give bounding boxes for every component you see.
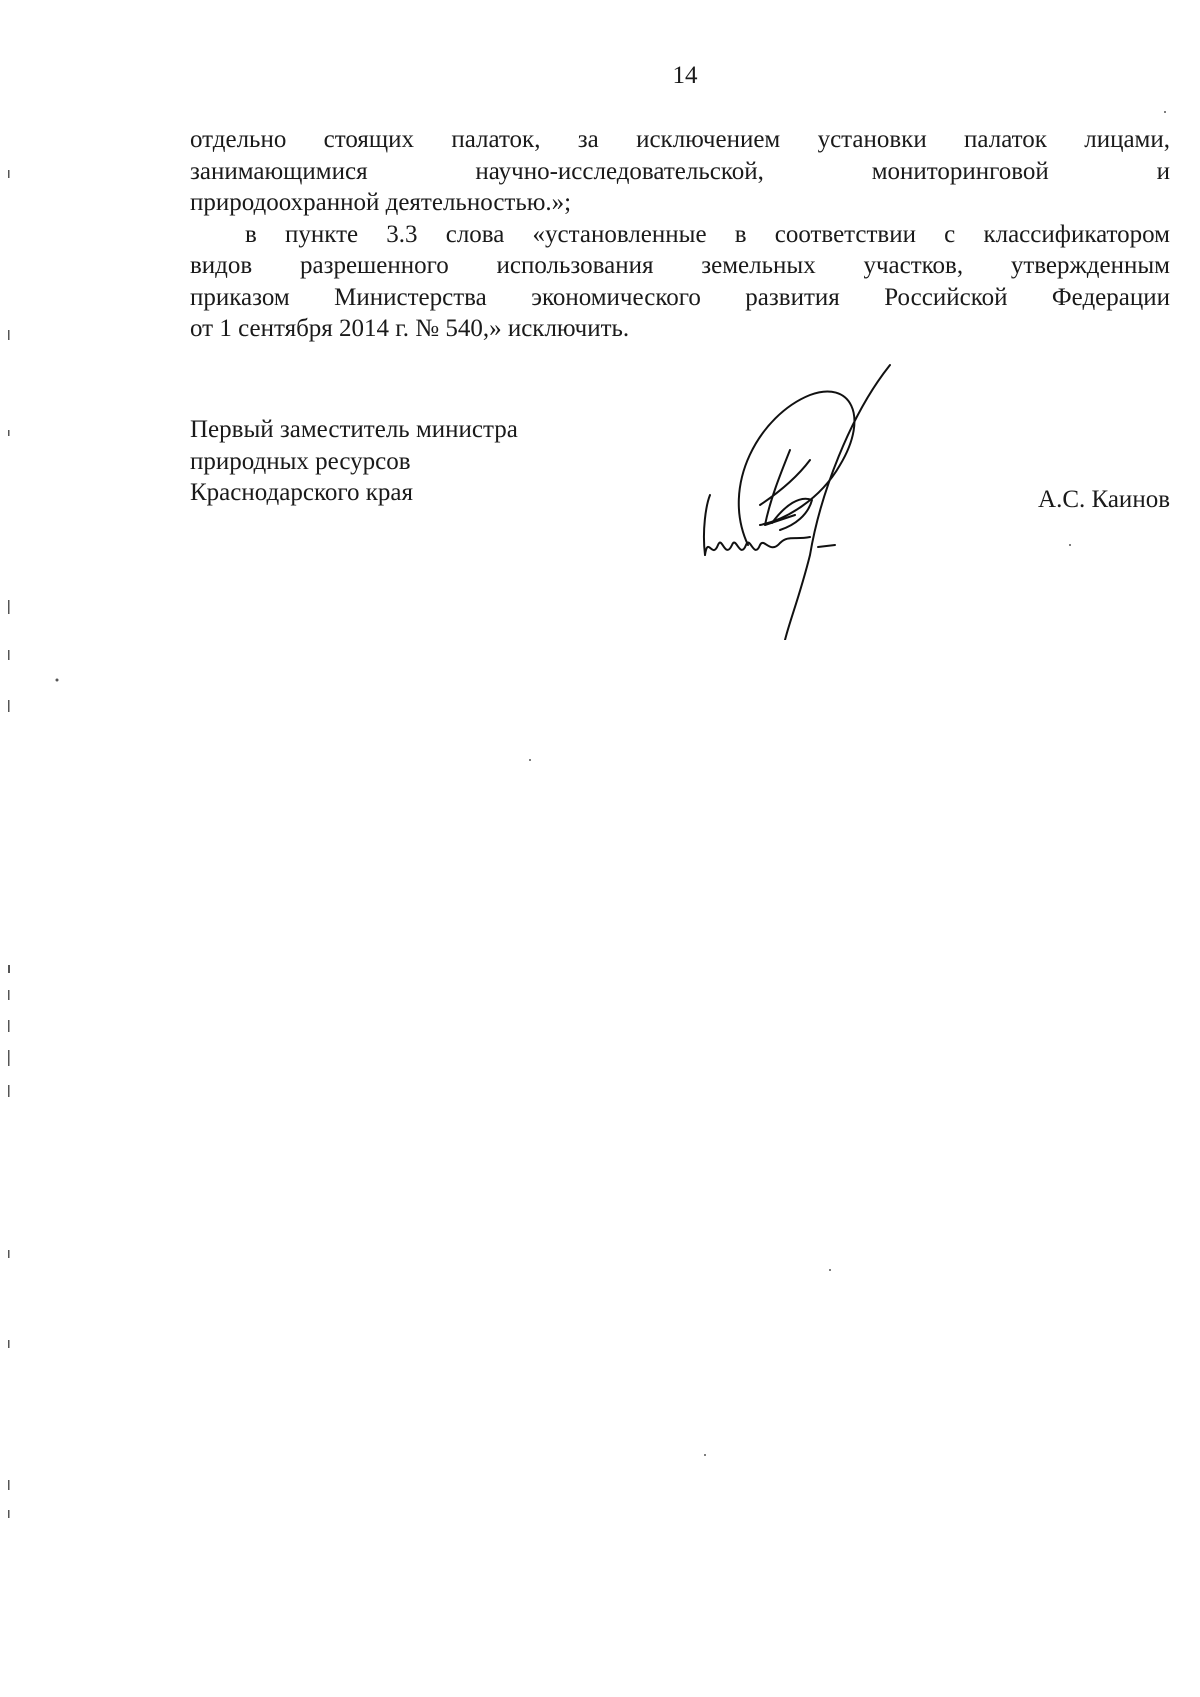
paragraph-1-line-1: отдельно стоящих палаток, за исключением установки палаток лицами,: [190, 126, 1170, 153]
document-body: [190, 124, 1170, 345]
signatory-position-line-2: природных ресурсов: [190, 447, 411, 475]
signatory-position-line-1: Первый заместитель министра: [190, 416, 518, 443]
page-number: 14: [672, 62, 698, 89]
paragraph-1: [190, 124, 1170, 219]
signatory-position-line-3: Краснодарского края: [190, 479, 413, 506]
signer-name: А.С. Каинов: [1038, 486, 1170, 513]
paragraph-1-line-3: природоохранной деятельностью.»;: [190, 189, 572, 216]
paragraph-2-line-3: приказом Министерства экономического развития Российской Федерации: [190, 283, 1170, 311]
signatory-position: [190, 414, 590, 509]
paragraph-2: [190, 219, 1170, 345]
paragraph-2-line-1: в пункте 3.3 слова «установленные в соответствии с классификатором: [245, 220, 1170, 248]
signature-icon: [700, 355, 920, 640]
paragraph-1-line-2: занимающимися научно-исследовательской, мониторинговой и: [190, 157, 1170, 185]
paragraph-2-line-2: видов разрешенного использования земельных участков, утвержденным: [190, 252, 1170, 279]
paragraph-2-line-4: от 1 сентября 2014 г. № 540,» исключить.: [190, 315, 630, 342]
